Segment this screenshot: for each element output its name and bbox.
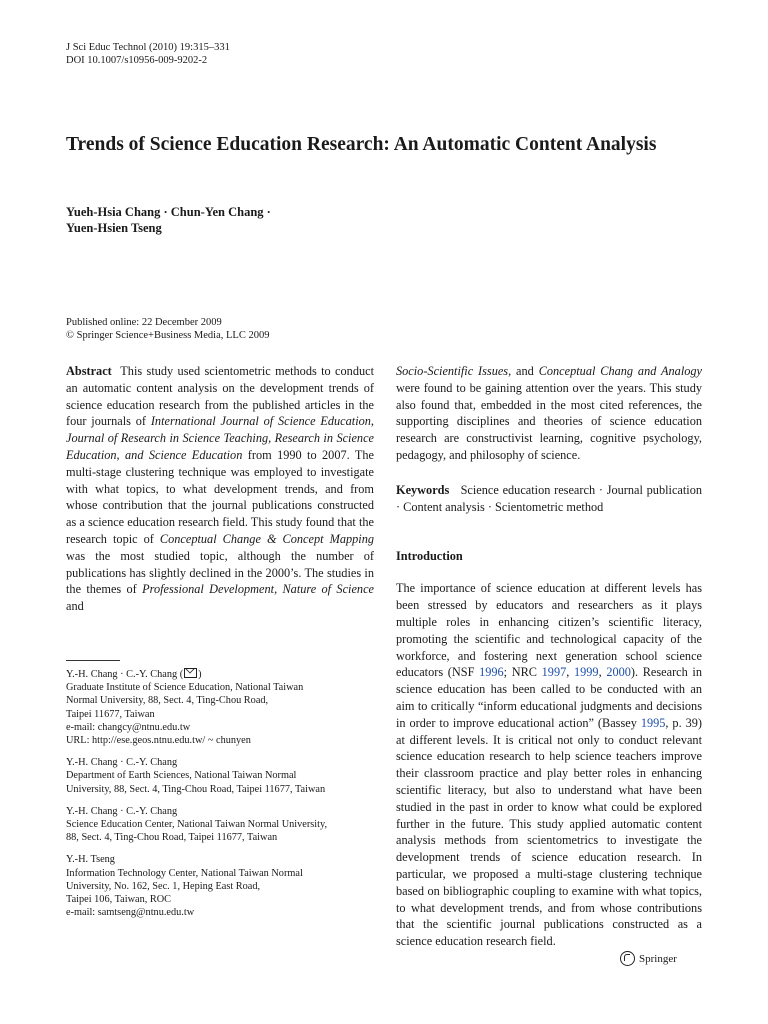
introduction-heading: Introduction: [396, 549, 463, 564]
published-online: Published online: 22 December 2009: [66, 317, 222, 328]
abstract-journals: International Journal of Science Education, Journal of Research in Science Teaching, Research in Science Education, and Science Education: [66, 414, 374, 462]
abstract-themes-part3: Socio-Scientific Issues: [396, 364, 509, 378]
affiliation-line: Department of Earth Sciences, National Taiwan Normal: [66, 770, 297, 782]
author-list: [66, 204, 466, 236]
abstract-text-1: This study used scientometric methods to conduct an automatic content analysis on the development trends of science education research from the published articles in the four journals of: [66, 364, 374, 429]
affiliation-line: Taipei 106, Taiwan, ROC: [66, 894, 172, 906]
intro-text-6: , p. 39) at different levels. It is critical not only to conduct relevant science education research to help science teachers improve their classroom practice and play better roles in enhancing scientific literacy, but also to understand what have been studied in the past in order to know what could be explored further in the future. This study applied automatic content analysis methods from scientometrics to investigate the development trends of science education research. In particular, we proposed a multi-stage clustering technique based on bibliographic coupling to examine with what topics, to what development trends, and from whose contributions that the scientific journal publications constructed as a science education research field.: [396, 715, 702, 949]
abstract-continued: [396, 363, 702, 464]
affiliations: [66, 668, 376, 928]
abstract-themes-part2: Nature of Science: [282, 582, 374, 597]
affiliation-4: [66, 853, 376, 919]
intro-text-1: The importance of science education at different levels has been stressed by educators and researchers as it plays multiple roles in enhancing citizen’s scientific literacy, promoting the scientific and technological capacity of the workforce, and fostering next generation school science educators (NSF: [396, 581, 702, 680]
abstract-heading: Abstract: [66, 364, 112, 378]
affiliation-line: Graduate Institute of Science Education, National Taiwan: [66, 682, 304, 694]
author-line-2: Yuen-Hsien Tseng: [66, 221, 162, 235]
affiliation-line: University, No. 162, Sec. 1, Heping East Road,: [66, 880, 261, 892]
intro-text-4: ,: [598, 665, 607, 680]
keywords-text: Science education research · Journal publication · Content analysis · Scientometric method: [396, 482, 702, 514]
affiliation-line: Normal University, 88, Sect. 4, Ting-Chou Road,: [66, 695, 269, 707]
abstract-topic-1: Conceptual Change & Concept Mapping: [159, 531, 374, 546]
footnote-rule: [66, 660, 120, 661]
affiliation-line: University, 88, Sect. 4, Ting-Chou Road, Taipei 11677, Taiwan: [66, 783, 326, 795]
copyright: © Springer Science+Business Media, LLC 2009: [66, 330, 270, 341]
abstract-column-left: [66, 363, 374, 615]
author-line-1: Yueh-Hsia Chang · Chun-Yen Chang ·: [66, 205, 271, 219]
publisher-name: Springer: [639, 952, 677, 965]
column-right: [396, 363, 702, 950]
affiliation-names: Y.-H. Chang · C.-Y. Chang ( ): [66, 669, 202, 680]
ref-link-nrc-1997[interactable]: 1997: [541, 665, 567, 680]
abstract-paragraph: Abstract This study used scientometric methods to conduct an automatic content analysis on the development trends of science education research from the published articles in the four journals of International Journal of Science Education, Journal of Research in Science Teaching, Research in Science Education, and Science Education from 1990 to 2007. The multi-stage clustering technique was employed to investigate with what topics, to what development trends, and from whose contribution that the journal publications constructed as a science education research field. This study found that the research topic of Conceptual Change & Concept Mapping was the most studied topic, although the number of publications has slightly declined in the 2000’s. The studies in the themes of Professional Development, Nature of Science and: [66, 364, 374, 614]
affiliation-names: Y.-H. Chang · C.-Y. Chang: [66, 757, 178, 769]
springer-horse-icon: [620, 951, 635, 966]
doi: DOI 10.1007/s10956-009-9202-2: [66, 55, 208, 66]
affiliation-line: Taipei 11677, Taiwan: [66, 708, 155, 720]
abstract-text-4: , and: [508, 364, 539, 378]
ref-link-nrc-2000[interactable]: 2000: [606, 665, 631, 680]
paper-title: Trends of Science Education Research: An Automatic Content Analysis: [66, 134, 657, 155]
affiliation-names: Y.-H. Chang · C.-Y. Chang: [66, 805, 178, 817]
publisher-logo: [620, 951, 677, 966]
abstract-themes-part1: Professional Development: [142, 582, 275, 597]
publication-info: [66, 316, 269, 342]
abstract-text-3: was the most studied topic, although the number of publications has slightly declined in the 2000’s. The studies in the themes of: [66, 548, 374, 597]
ref-link-nrc-1999[interactable]: 1999: [573, 665, 599, 680]
affiliation-3: [66, 805, 376, 845]
keywords-heading: Keywords: [396, 482, 450, 497]
affiliation-line: 88, Sect. 4, Ting-Chou Road, Taipei 11677, Taiwan: [66, 832, 278, 844]
abstract-topic-2: Conceptual Chang and Analogy: [538, 364, 702, 378]
affiliation-url[interactable]: URL: http://ese.geos.ntnu.edu.tw/ ~ chunyen: [66, 735, 251, 747]
journal-citation: J Sci Educ Technol (2010) 19:315–331: [66, 42, 230, 53]
envelope-icon: [184, 668, 197, 678]
affiliation-line: Information Technology Center, National Taiwan Normal: [66, 867, 303, 879]
affiliation-2: [66, 756, 376, 796]
affiliation-email[interactable]: e-mail: samtseng@ntnu.edu.tw: [66, 907, 195, 919]
ref-link-bassey-1995[interactable]: 1995: [640, 715, 666, 730]
intro-text-5: ). Research in science education has been called to be conducted with an aim to critically “inform educational judgments and decisions in order to improve educational action” (Bassey: [396, 665, 702, 730]
affiliation-names: Y.-H. Tseng: [66, 854, 115, 866]
affiliation-email[interactable]: e-mail: changcy@ntnu.edu.tw: [66, 721, 191, 733]
ref-link-nsf-1996[interactable]: 1996: [479, 665, 504, 680]
abstract-text-5: were found to be gaining attention over the years. This study also found that, embedded in the most cited references, the supporting disciplines and theories of science education research are constructivist learning, cognitive psychology, pedagogy, and philosophy of science.: [396, 380, 702, 462]
affiliation-line: Science Education Center, National Taiwan Normal University,: [66, 819, 328, 831]
affiliation-1: [66, 668, 376, 747]
introduction-paragraph: [396, 580, 702, 950]
abstract-text-2: from 1990 to 2007. The multi-stage clustering technique was employed to investigate with what topics, to what development trends, and from whose contribution that the journal publications constructed as a science education research field. This study found that the research topic of: [66, 447, 374, 546]
intro-text-2: ; NRC: [503, 665, 542, 680]
keywords: [396, 482, 702, 516]
intro-text-3: ,: [566, 665, 574, 680]
journal-header: [66, 41, 230, 67]
